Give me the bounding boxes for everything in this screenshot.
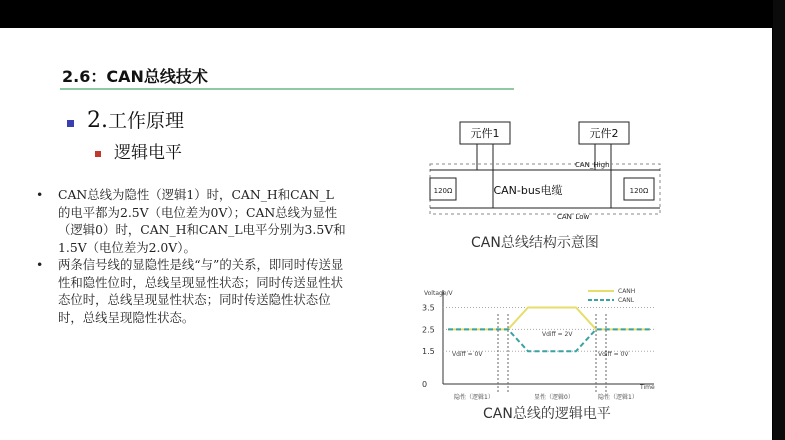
region-label: 隐性（逻辑1） <box>598 394 638 401</box>
title-divider <box>60 88 514 90</box>
subheading-bullet-icon <box>95 151 101 157</box>
y-tick-label: 0 <box>422 380 428 389</box>
list-item: • CAN总线为隐性（逻辑1）时，CAN_H和CAN_L的电平都为2.5V（电位差为0V）；CAN总线为显性（逻辑0）时，CAN_H和CAN_L电平分别为3.5V和1.5V（电位差为2.0V）。 <box>36 186 346 256</box>
legend-label: CANL <box>618 297 635 304</box>
body-bullets <box>36 186 346 326</box>
cable-label: CAN-bus电缆 <box>493 184 563 197</box>
resistor-left-label: 120Ω <box>433 187 453 195</box>
right-scroll-strip <box>773 0 785 440</box>
y-tick-label: 3.5 <box>422 303 435 313</box>
legend-label: CANH <box>618 288 636 295</box>
y-tick-label: 1.5 <box>422 347 435 357</box>
y-axis-label: Voltage/V <box>424 290 453 297</box>
chart-caption: CAN总线的逻辑电平 <box>483 406 611 422</box>
slide <box>0 28 772 440</box>
vdiff-annotation: Vdiff = 0V <box>452 351 483 358</box>
can-low-label: CAN_Low <box>557 213 590 220</box>
region-label: 显性（逻辑0） <box>534 394 574 401</box>
heading-text: 工作原理 <box>108 110 185 132</box>
region-label: 隐性（逻辑1） <box>454 394 494 401</box>
heading-bullet-icon <box>67 120 74 127</box>
can-structure-diagram <box>425 120 665 220</box>
can-high-label: CAN_High <box>575 161 610 169</box>
vdiff-annotation: Vdiff = 0V <box>598 351 629 358</box>
list-item: • 两条信号线的显隐性是线“与”的关系，即同时传送显性和隐性位时，总线呈现显性状态；同时传送显性状态位时，总线呈现显性状态；同时传送隐性状态位时，总线呈现隐性状态。 <box>36 256 346 326</box>
series-line-canh <box>448 307 650 329</box>
subheading: 逻辑电平 <box>114 143 182 163</box>
structure-caption: CAN总线结构示意图 <box>471 235 599 251</box>
section-title: 2.6：CAN总线技术 <box>62 67 208 86</box>
x-axis-label: Time <box>640 384 655 391</box>
vdiff-annotation: Vdiff = 2V <box>542 331 573 338</box>
node-label-2: 元件2 <box>589 127 619 140</box>
top-black-bar <box>0 0 785 28</box>
node-label-1: 元件1 <box>470 127 500 140</box>
y-tick-label: 2.5 <box>422 325 435 335</box>
logic-level-chart <box>418 284 658 404</box>
heading <box>87 106 184 133</box>
resistor-right-label: 120Ω <box>629 187 649 195</box>
heading-number: 2. <box>87 108 108 133</box>
